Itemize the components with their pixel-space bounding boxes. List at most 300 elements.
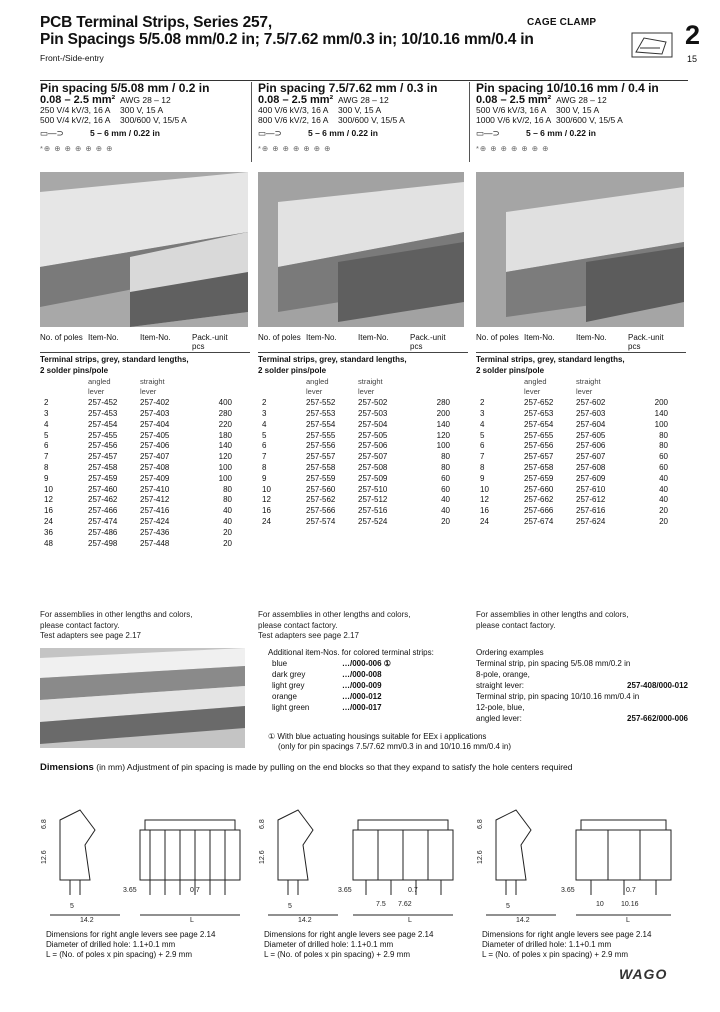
table-row	[258, 431, 468, 442]
cell-item-straight: 257-407	[140, 452, 170, 462]
cell-item-angled: 257-558	[306, 462, 336, 472]
dimension-note: Dimensions for right angle levers see page 2.14 Diameter of drilled hole: 1.1+0.1 mm L = (No. of poles x pin spacing) + 2.9 mm	[264, 930, 434, 959]
cell-item-straight: 257-408	[140, 462, 170, 472]
header-poles: No. of poles	[476, 333, 519, 342]
cell-pack: 60	[659, 462, 668, 472]
cell-poles: 8	[480, 462, 485, 472]
cell-item-straight: 257-504	[358, 419, 388, 429]
table-caption: Terminal strips, grey, standard lengths, 2 solder pins/pole	[40, 355, 189, 375]
ordering-label: angled lever:	[476, 714, 522, 723]
column-heading: Pin spacing 7.5/7.62 mm / 0.3 in	[258, 81, 438, 95]
item-table-5mm	[40, 333, 250, 549]
svg-text:7.62: 7.62	[398, 901, 412, 908]
dimension-note: Dimensions for right angle levers see page 2.14 Diameter of drilled hole: 1.1+0.1 mm L = (No. of poles x pin spacing) + 2.9 mm	[46, 930, 216, 959]
cell-item-straight: 257-503	[358, 408, 388, 418]
cell-item-straight: 257-412	[140, 495, 170, 505]
table-row	[258, 398, 468, 409]
svg-text:0.7: 0.7	[626, 887, 636, 894]
table-row	[476, 463, 686, 474]
ul-rating: 300 V, 15 A	[120, 105, 164, 115]
svg-text:14.2: 14.2	[298, 917, 312, 924]
dimensions-heading: Dimensions (in mm) Adjustment of pin spacing is made by pulling on the end blocks so that they expand to satisfy the hole centers required	[40, 762, 573, 773]
svg-text:3.65: 3.65	[338, 887, 352, 894]
svg-text:L: L	[408, 917, 412, 924]
wire-range: 0.08 – 2.5 mm²	[258, 94, 334, 106]
table-row	[40, 441, 250, 452]
cell-poles: 36	[44, 527, 53, 537]
ordering-value: 257-408/000-012	[627, 681, 688, 690]
cell-item-angled: 257-459	[88, 473, 118, 483]
cell-pack: 20	[441, 516, 450, 526]
table-row	[476, 485, 686, 496]
iec-rating: 800 V/6 kV/2, 16 A	[258, 115, 329, 125]
dimension-drawing-7-5mm	[258, 800, 468, 925]
svg-text:L: L	[190, 917, 194, 924]
cell-pack: 200	[654, 398, 668, 408]
table-row	[40, 409, 250, 420]
cell-pack: 40	[223, 516, 232, 526]
eex-note: ① With blue actuating housings suitable for EEx i applications (only for pin spacings 7.5/7.62 mm/0.3 in and 10/10.16 mm/0.4 in)	[268, 732, 512, 751]
cell-item-straight: 257-502	[358, 398, 388, 408]
iec-rating: 250 V/4 kV/3, 16 A	[40, 105, 111, 115]
cell-item-straight: 257-402	[140, 398, 170, 408]
cell-item-angled: 257-457	[88, 452, 118, 462]
cell-item-angled: 257-553	[306, 408, 336, 418]
cell-item-straight: 257-510	[358, 484, 388, 494]
svg-text:12.6: 12.6	[477, 850, 484, 864]
table-row	[40, 420, 250, 431]
strip-length: 5 – 6 mm / 0.22 in	[90, 128, 160, 138]
cell-pack: 60	[441, 484, 450, 494]
wire-range: 0.08 – 2.5 mm²	[476, 94, 552, 106]
table-body	[258, 398, 468, 528]
additional-title: Additional item-Nos. for colored terminal strips:	[268, 648, 434, 657]
cell-pack: 80	[659, 430, 668, 440]
page-number: 15	[687, 54, 698, 64]
strip-length-icon: ▭—⊃	[476, 128, 500, 138]
cell-pack: 20	[223, 538, 232, 548]
cell-pack: 80	[223, 495, 232, 505]
cell-poles: 4	[262, 419, 267, 429]
cell-item-angled: 257-652	[524, 398, 554, 408]
strip-length: 5 – 6 mm / 0.22 in	[308, 128, 378, 138]
cell-poles: 10	[44, 484, 53, 494]
cell-item-angled: 257-453	[88, 408, 118, 418]
item-table-10mm	[476, 333, 686, 528]
iec-rating: 500 V/6 kV/3, 16 A	[476, 105, 547, 115]
cell-pack: 400	[218, 398, 232, 408]
ul-rating: 300/600 V, 15/5 A	[556, 115, 623, 125]
cell-poles: 6	[44, 441, 49, 451]
cell-item-straight: 257-508	[358, 462, 388, 472]
ordering-text: Terminal strip, pin spacing 10/10.16 mm/0.4 in	[476, 692, 640, 701]
cell-item-straight: 257-509	[358, 473, 388, 483]
ordering-text: 8-pole, orange,	[476, 670, 530, 679]
ul-rating: 300 V, 15 A	[338, 105, 382, 115]
table-row	[258, 463, 468, 474]
cell-poles: 3	[480, 408, 485, 418]
product-photo-7-5mm	[258, 172, 464, 327]
table-row	[476, 517, 686, 528]
cell-poles: 10	[480, 484, 489, 494]
spec-column-2	[258, 82, 473, 154]
cell-item-angled: 257-566	[306, 506, 336, 516]
svg-text:10: 10	[596, 901, 604, 908]
table-caption: Terminal strips, grey, standard lengths, 2 solder pins/pole	[258, 355, 407, 375]
product-photo-10mm	[476, 172, 684, 327]
cell-pack: 80	[441, 452, 450, 462]
approvals: *⊕ ⊕ ⊕ ⊕ ⊕ ⊕ ⊕	[258, 144, 332, 153]
cell-item-angled: 257-657	[524, 452, 554, 462]
cell-pack: 40	[441, 506, 450, 516]
cell-pack: 20	[659, 516, 668, 526]
cell-item-straight: 257-404	[140, 419, 170, 429]
svg-text:14.2: 14.2	[80, 917, 94, 924]
cell-item-angled: 257-662	[524, 495, 554, 505]
table-row	[40, 463, 250, 474]
table-row	[40, 517, 250, 528]
cell-pack: 40	[441, 495, 450, 505]
cell-pack: 40	[659, 473, 668, 483]
cell-item-angled: 257-659	[524, 473, 554, 483]
table-subheader: angled straight	[306, 376, 383, 386]
table-header	[40, 333, 250, 353]
cell-poles: 9	[44, 473, 49, 483]
svg-text:5: 5	[288, 903, 292, 910]
cell-item-straight: 257-602	[576, 398, 606, 408]
cell-pack: 80	[659, 441, 668, 451]
iec-rating: 1000 V/6 kV/2, 16 A	[476, 115, 552, 125]
cell-item-straight: 257-448	[140, 538, 170, 548]
header-item-straight: Item-No.	[358, 333, 389, 342]
cell-item-straight: 257-507	[358, 452, 388, 462]
cell-item-straight: 257-516	[358, 506, 388, 516]
iec-rating: 500 V/4 kV/2, 16 A	[40, 115, 111, 125]
cell-item-straight: 257-607	[576, 452, 606, 462]
awg-range: AWG 28 – 12	[120, 95, 171, 105]
table-row	[476, 420, 686, 431]
cell-item-angled: 257-666	[524, 506, 554, 516]
cell-pack: 280	[218, 408, 232, 418]
table-header	[476, 333, 686, 353]
header-item-straight: Item-No.	[576, 333, 607, 342]
cell-poles: 2	[262, 398, 267, 408]
ul-rating: 300/600 V, 15/5 A	[120, 115, 187, 125]
cell-poles: 8	[44, 462, 49, 472]
cell-item-angled: 257-653	[524, 408, 554, 418]
cell-poles: 12	[480, 495, 489, 505]
cell-item-straight: 257-436	[140, 527, 170, 537]
table-row	[40, 528, 250, 539]
cell-item-angled: 257-574	[306, 516, 336, 526]
header-poles: No. of poles	[40, 333, 83, 342]
dimension-drawing-5mm	[40, 800, 250, 925]
ordering-label: straight lever:	[476, 681, 525, 690]
cell-poles: 16	[44, 506, 53, 516]
cell-pack: 100	[654, 419, 668, 429]
cell-item-straight: 257-409	[140, 473, 170, 483]
cell-pack: 120	[218, 452, 232, 462]
cell-pack: 80	[441, 462, 450, 472]
assembly-note: For assemblies in other lengths and colors, please contact factory.	[476, 610, 629, 630]
table-row	[258, 474, 468, 485]
cell-item-straight: 257-606	[576, 441, 606, 451]
table-caption: Terminal strips, grey, standard lengths, 2 solder pins/pole	[476, 355, 625, 375]
cell-pack: 60	[659, 452, 668, 462]
list-item: orange …/000-012	[272, 692, 382, 701]
cell-pack: 40	[659, 495, 668, 505]
table-row	[476, 431, 686, 442]
table-row	[258, 441, 468, 452]
item-table-7-5mm	[258, 333, 468, 528]
dimension-note: Dimensions for right angle levers see page 2.14 Diameter of drilled hole: 1.1+0.1 mm L = (No. of poles x pin spacing) + 2.9 mm	[482, 930, 652, 959]
cell-item-straight: 257-406	[140, 441, 170, 451]
cell-item-angled: 257-562	[306, 495, 336, 505]
list-item: blue …/000-006 ①	[272, 659, 391, 668]
cell-pack: 40	[659, 484, 668, 494]
cell-poles: 24	[262, 516, 271, 526]
cell-item-angled: 257-474	[88, 516, 118, 526]
cell-pack: 200	[436, 408, 450, 418]
cell-poles: 4	[480, 419, 485, 429]
cell-item-angled: 257-462	[88, 495, 118, 505]
table-row	[40, 485, 250, 496]
strip-length-icon: ▭—⊃	[258, 128, 282, 138]
approvals: *⊕ ⊕ ⊕ ⊕ ⊕ ⊕ ⊕	[40, 144, 114, 153]
table-row	[258, 409, 468, 420]
cell-pack: 180	[218, 430, 232, 440]
cell-item-straight: 257-612	[576, 495, 606, 505]
table-body	[40, 398, 250, 549]
table-row	[476, 441, 686, 452]
ul-rating: 300 V, 15 A	[556, 105, 600, 115]
cell-item-angled: 257-498	[88, 538, 118, 548]
strip-length: 5 – 6 mm / 0.22 in	[526, 128, 596, 138]
cell-item-angled: 257-560	[306, 484, 336, 494]
cell-poles: 7	[44, 452, 49, 462]
awg-range: AWG 28 – 12	[338, 95, 389, 105]
cell-poles: 3	[44, 408, 49, 418]
table-row	[476, 495, 686, 506]
cell-item-straight: 257-506	[358, 441, 388, 451]
cell-item-straight: 257-624	[576, 516, 606, 526]
cell-item-straight: 257-603	[576, 408, 606, 418]
cell-item-straight: 257-605	[576, 430, 606, 440]
cell-poles: 5	[44, 430, 49, 440]
svg-text:12.6: 12.6	[41, 850, 48, 864]
header-item-angled: Item-No.	[88, 333, 119, 342]
additional-item-numbers	[268, 647, 468, 713]
cell-item-straight: 257-505	[358, 430, 388, 440]
title-line-2: Pin Spacings 5/5.08 mm/0.2 in; 7.5/7.62 mm/0.3 in; 10/10.16 mm/0.4 in	[40, 31, 534, 48]
table-row	[476, 452, 686, 463]
cell-item-angled: 257-455	[88, 430, 118, 440]
table-row	[258, 485, 468, 496]
ul-rating: 300/600 V, 15/5 A	[338, 115, 405, 125]
table-row	[258, 420, 468, 431]
cell-item-straight: 257-410	[140, 484, 170, 494]
cell-poles: 5	[262, 430, 267, 440]
approvals: *⊕ ⊕ ⊕ ⊕ ⊕ ⊕ ⊕	[476, 144, 550, 153]
cell-item-straight: 257-524	[358, 516, 388, 526]
svg-text:7.5: 7.5	[376, 901, 386, 908]
table-row	[476, 506, 686, 517]
cell-item-angled: 257-674	[524, 516, 554, 526]
cell-item-straight: 257-610	[576, 484, 606, 494]
cell-pack: 20	[223, 527, 232, 537]
cell-pack: 40	[223, 506, 232, 516]
svg-text:0.7: 0.7	[408, 887, 418, 894]
cell-item-angled: 257-460	[88, 484, 118, 494]
awg-range: AWG 28 – 12	[556, 95, 607, 105]
cell-pack: 100	[218, 462, 232, 472]
cell-item-straight: 257-616	[576, 506, 606, 516]
cell-poles: 24	[480, 516, 489, 526]
cell-item-angled: 257-458	[88, 462, 118, 472]
cell-item-angled: 257-452	[88, 398, 118, 408]
list-item: light grey …/000-009	[272, 681, 382, 690]
assembly-note: For assemblies in other lengths and colors, please contact factory. Test adapters see page 2.17	[258, 610, 411, 640]
column-heading: Pin spacing 10/10.16 mm / 0.4 in	[476, 81, 659, 95]
cell-poles: 10	[262, 484, 271, 494]
cell-poles: 6	[480, 441, 485, 451]
svg-text:10.16: 10.16	[621, 901, 639, 908]
cell-poles: 8	[262, 462, 267, 472]
svg-text:L: L	[626, 917, 630, 924]
table-row	[40, 431, 250, 442]
cell-item-angled: 257-486	[88, 527, 118, 537]
cell-item-angled: 257-658	[524, 462, 554, 472]
wago-logo: WAGO	[619, 966, 668, 982]
cell-pack: 140	[654, 408, 668, 418]
cell-poles: 2	[44, 398, 49, 408]
wire-range: 0.08 – 2.5 mm²	[40, 94, 116, 106]
cell-poles: 7	[480, 452, 485, 462]
cell-poles: 24	[44, 516, 53, 526]
cell-item-straight: 257-403	[140, 408, 170, 418]
ordering-value: 257-662/000-006	[627, 714, 688, 723]
product-photo-5mm	[40, 172, 248, 327]
cell-pack: 100	[436, 441, 450, 451]
svg-text:5: 5	[70, 903, 74, 910]
cell-item-angled: 257-655	[524, 430, 554, 440]
cell-poles: 9	[262, 473, 267, 483]
cell-item-angled: 257-466	[88, 506, 118, 516]
ordering-text: Terminal strip, pin spacing 5/5.08 mm/0.2 in	[476, 659, 631, 668]
cell-item-straight: 257-604	[576, 419, 606, 429]
cell-poles: 7	[262, 452, 267, 462]
cell-item-angled: 257-654	[524, 419, 554, 429]
cell-poles: 2	[480, 398, 485, 408]
svg-text:6.8: 6.8	[41, 819, 48, 829]
ordering-title: Ordering examples	[476, 648, 544, 657]
cell-item-angled: 257-556	[306, 441, 336, 451]
cage-clamp-icon	[630, 30, 675, 60]
assembly-note: For assemblies in other lengths and colors, please contact factory. Test adapters see page 2.17	[40, 610, 193, 640]
cell-pack: 140	[436, 419, 450, 429]
cell-item-straight: 257-416	[140, 506, 170, 516]
table-subheader: lever lever	[306, 387, 375, 397]
column-heading: Pin spacing 5/5.08 mm / 0.2 in	[40, 81, 210, 95]
header-item-angled: Item-No.	[306, 333, 337, 342]
svg-text:3.65: 3.65	[123, 887, 137, 894]
header-pack: Pack.-unit pcs	[410, 333, 446, 351]
cell-item-angled: 257-456	[88, 441, 118, 451]
table-header	[258, 333, 468, 353]
cell-pack: 80	[223, 484, 232, 494]
table-row	[40, 495, 250, 506]
cell-poles: 5	[480, 430, 485, 440]
ordering-text: 12-pole, blue,	[476, 703, 525, 712]
table-subheader: angled straight	[88, 376, 165, 386]
cell-poles: 3	[262, 408, 267, 418]
cell-poles: 6	[262, 441, 267, 451]
header-item-straight: Item-No.	[140, 333, 171, 342]
table-row	[476, 474, 686, 485]
svg-text:6.8: 6.8	[477, 819, 484, 829]
dimension-drawing-10mm	[476, 800, 686, 925]
cell-item-angled: 257-557	[306, 452, 336, 462]
cell-item-straight: 257-405	[140, 430, 170, 440]
table-body	[476, 398, 686, 528]
cell-item-angled: 257-554	[306, 419, 336, 429]
svg-text:6.8: 6.8	[259, 819, 266, 829]
cell-poles: 9	[480, 473, 485, 483]
strip-length-icon: ▭—⊃	[40, 128, 64, 138]
cell-item-angled: 257-454	[88, 419, 118, 429]
colored-strips-photo	[40, 648, 245, 748]
cell-item-angled: 257-555	[306, 430, 336, 440]
cell-pack: 100	[218, 473, 232, 483]
svg-text:12.6: 12.6	[259, 850, 266, 864]
title-line-1: PCB Terminal Strips, Series 257,	[40, 14, 272, 31]
cell-poles: 16	[262, 506, 271, 516]
table-subheader: angled straight	[524, 376, 601, 386]
svg-text:14.2: 14.2	[516, 917, 530, 924]
table-subheader: lever lever	[88, 387, 157, 397]
section-number: 2	[685, 20, 701, 50]
table-row	[40, 506, 250, 517]
cell-item-straight: 257-608	[576, 462, 606, 472]
table-row	[476, 409, 686, 420]
cell-item-angled: 257-559	[306, 473, 336, 483]
subtitle: Front-/Side-entry	[40, 53, 104, 63]
cell-pack: 280	[436, 398, 450, 408]
cell-item-angled: 257-656	[524, 441, 554, 451]
table-row	[476, 398, 686, 409]
header-item-angled: Item-No.	[524, 333, 555, 342]
cell-pack: 220	[218, 419, 232, 429]
header-pack: Pack.-unit pcs	[192, 333, 228, 351]
cell-poles: 4	[44, 419, 49, 429]
table-row	[258, 506, 468, 517]
cell-pack: 120	[436, 430, 450, 440]
list-item: light green …/000-017	[272, 703, 382, 712]
header-pack: Pack.-unit pcs	[628, 333, 664, 351]
table-row	[40, 398, 250, 409]
table-row	[40, 452, 250, 463]
svg-text:3.65: 3.65	[561, 887, 575, 894]
cell-item-straight: 257-609	[576, 473, 606, 483]
svg-text:0.7: 0.7	[190, 887, 200, 894]
cell-poles: 48	[44, 538, 53, 548]
spec-column-1	[40, 82, 255, 154]
header-poles: No. of poles	[258, 333, 301, 342]
table-row	[40, 474, 250, 485]
iec-rating: 400 V/6 kV/3, 16 A	[258, 105, 329, 115]
cell-pack: 140	[218, 441, 232, 451]
ordering-examples	[476, 647, 688, 724]
